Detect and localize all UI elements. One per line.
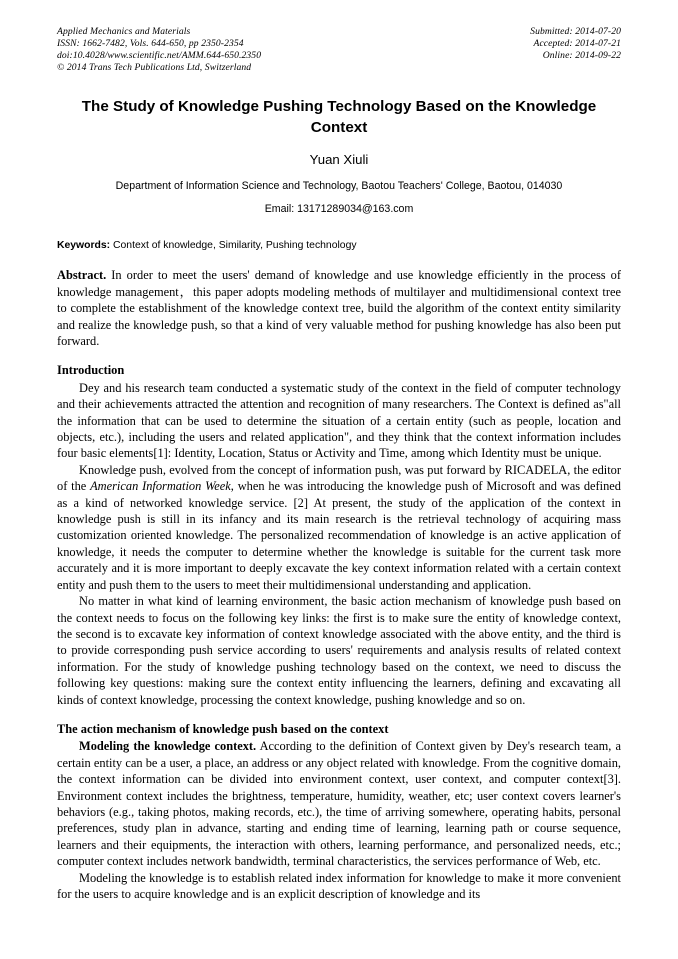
keywords-value: Context of knowledge, Similarity, Pushing technology xyxy=(113,240,357,252)
journal-name: Applied Mechanics and Materials xyxy=(57,26,191,37)
heading-action-mechanism: The action mechanism of knowledge push based on the context xyxy=(57,721,389,736)
abstract-block xyxy=(57,267,621,349)
keywords-label: Keywords: xyxy=(57,240,111,252)
abstract-label: Abstract. xyxy=(57,268,107,283)
intro-p2-text-b: , when he was introducing the knowledge push of Microsoft and was defined as a kind of networked knowledge service. [2] At present, the study of the application of the context in knowledge push is still in its infancy and its main research is the retrieval technology of acquiring mass customization oriented knowledge. The personalized recommendation of knowledge is an active application of knowledge, it needs the computer to determine whether the knowledge is suitable for the current task more accurately and it is more important to deeply excavate the key context information related with a certain context entity and push them to the users to meet their multidimensional understanding and application. xyxy=(57,479,621,592)
journal-header-right xyxy=(530,26,621,62)
online-date: Online: 2014-09-22 xyxy=(542,50,621,62)
author-affiliation: Department of Information Science and Technology, Baotou Teachers' College, Baotou, 014030 xyxy=(115,180,563,193)
submitted-date: Submitted: 2014-07-20 xyxy=(530,26,621,37)
accepted-date: Accepted: 2014-07-21 xyxy=(533,38,621,50)
abstract-text: In order to meet the users' demand of knowledge and use knowledge efficiently in the process of knowledge management，this paper adopts modeling methods of multilayer and multidimensional context tree to complete the establishment of the knowledge context tree, build the algorithm of the context entity similarity and realize the knowledge push, so that a kind of very valuable method for pushing knowledge has also been put forward. xyxy=(57,268,621,348)
run-in-heading-modeling: Modeling the knowledge context. xyxy=(79,739,257,754)
modeling-paragraph-2: Modeling the knowledge is to establish related index information for knowledge to make it more convenient for the users to acquire knowledge and is an explicit description of knowledge and its xyxy=(57,870,621,901)
keywords-line xyxy=(57,239,621,253)
publication-title-italic: American Information Week xyxy=(90,479,231,494)
journal-header xyxy=(57,26,621,74)
intro-paragraph-2 xyxy=(57,462,621,593)
author-name: Yuan Xiuli xyxy=(309,152,369,168)
modeling-paragraph-1 xyxy=(57,738,621,869)
paper-title: The Study of Knowledge Pushing Technology Based on the Knowledge Context xyxy=(81,98,597,137)
intro-paragraph-3: No matter in what kind of learning environment, the basic action mechanism of knowledge push based on the context needs to focus on the following key links: the first is to make sure the entity of knowledge context, the second is to excavate key information of context knowledge associated with the above entity, and the third is to provide corresponding push service according to users' requirements and analysis results of related context information. For the study of knowledge pushing technology based on the context, we need to discuss the following key questions: making sure the context entity influencing the learners, defining and excavating all kinds of context knowledge, processing the context knowledge, pushing knowledge and so on. xyxy=(57,594,621,707)
journal-header-left xyxy=(57,26,261,74)
author-email: Email: 13171289034@163.com xyxy=(264,203,414,216)
modeling-paragraph-text: According to the definition of Context given by Dey's research team, a certain entity can be a user, a place, an address or any object related with knowledge. From the cognitive domain, the context information can be divided into environment context, user context, and computer context[3]. Environment context includes the brightness, temperature, humidity, weather, etc; user context covers learner's behaviors (e.g., taking photos, making records, etc.), the time of arriving somewhere, operating habits, personal preferences, study plan in advance, starting and ending time of learning, learning path or course sequence, learners and their equipments, the interaction with others, learning performance, and personalized needs, etc.; computer context includes network bandwidth, terminal characteristics, the services performance of Web, etc. xyxy=(57,739,621,869)
intro-p2-text-a: Knowledge push, evolved from the concept of information push, was put forward by RICADELA, the editor of the xyxy=(57,462,621,494)
journal-doi: doi:10.4028/www.scientific.net/AMM.644-650.2350 xyxy=(57,50,262,62)
intro-paragraph-1: Dey and his research team conducted a systematic study of the context in the field of computer technology and their achievements attracted the attention and recognition of many researchers. The Context is defined as"all the information that can be used to determine the situation of a certain entity (such as people, location and objects, etc.), including the users and related application", and they think that the context information includes four basic elements[1]: Identity, Location, Status or Activity and Time, among which Identity must be unique. xyxy=(57,380,621,461)
heading-introduction: Introduction xyxy=(57,363,125,378)
journal-copyright: © 2014 Trans Tech Publications Ltd, Switzerland xyxy=(57,62,252,74)
journal-issn: ISSN: 1662-7482, Vols. 644-650, pp 2350-2354 xyxy=(57,38,244,50)
